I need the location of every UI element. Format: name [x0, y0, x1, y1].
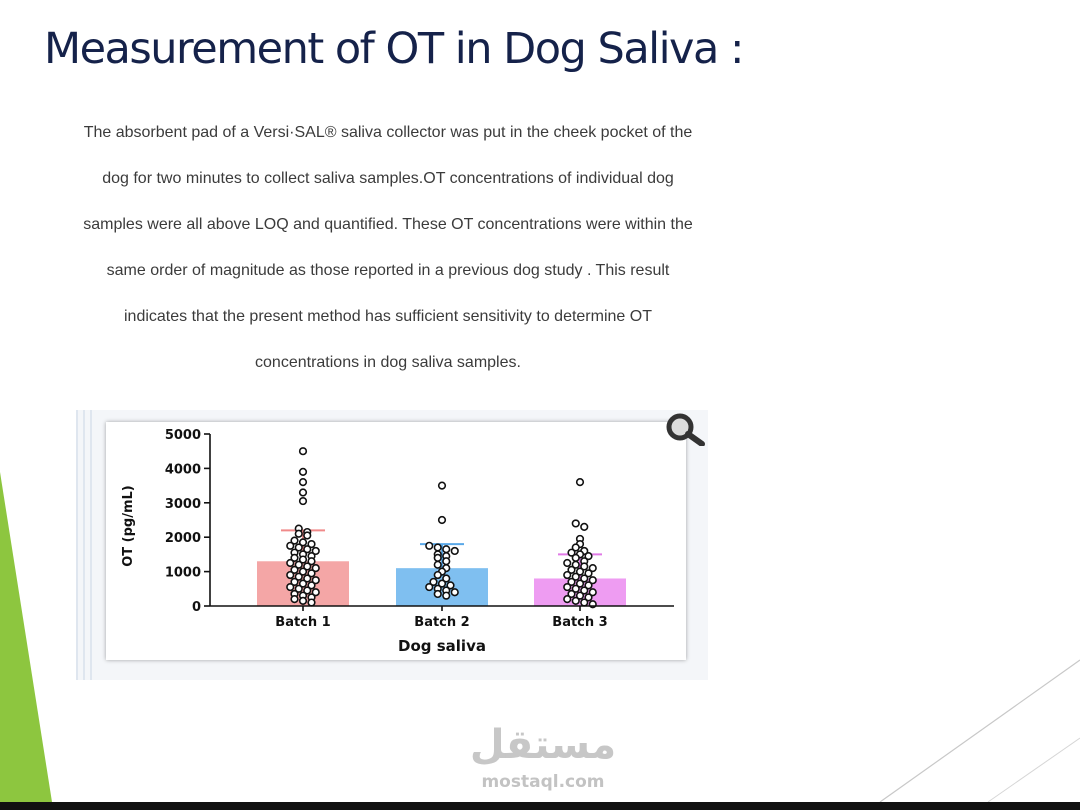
y-tick-label: 5000: [164, 428, 201, 443]
data-point: [564, 596, 571, 603]
data-point: [443, 558, 450, 565]
magnifier-icon[interactable]: [662, 412, 708, 446]
watermark-url: mostaql.com: [481, 772, 605, 792]
data-point: [443, 546, 450, 553]
paragraph-line: samples were all above LOQ and quantified. These OT concentrations were within the: [83, 216, 693, 233]
data-point: [295, 530, 302, 537]
data-point: [451, 589, 458, 596]
y-tick-label: 1000: [164, 565, 201, 581]
decor-diagonal-line-2: [988, 738, 1080, 802]
bottom-bar: [0, 802, 1080, 810]
data-point: [434, 561, 441, 568]
data-point: [434, 544, 441, 551]
data-point: [287, 543, 294, 550]
data-point: [291, 596, 298, 603]
data-point: [564, 572, 571, 579]
paragraph-line: same order of magnitude as those reported in a previous dog study . This result: [106, 262, 670, 279]
paragraph-line: dog for two minutes to collect saliva samples.OT concentrations of individual dog: [102, 170, 674, 187]
data-point: [300, 489, 307, 496]
data-point: [300, 469, 307, 476]
data-point: [581, 524, 588, 531]
data-point: [300, 479, 307, 486]
watermark-logo: مستقل: [469, 722, 617, 768]
figure-border: [90, 410, 92, 680]
figure-border: [76, 410, 78, 680]
x-axis-label: Dog saliva: [398, 637, 486, 655]
x-tick-label: Batch 3: [552, 615, 608, 630]
figure-border: [83, 410, 85, 680]
data-point: [287, 584, 294, 591]
y-tick-label: 3000: [164, 496, 201, 512]
data-point: [572, 555, 579, 562]
data-point: [451, 548, 458, 555]
paragraph-line: concentrations in dog saliva samples.: [255, 354, 521, 371]
data-point: [300, 498, 307, 505]
x-tick-label: Batch 1: [275, 615, 331, 630]
data-point: [443, 592, 450, 599]
x-tick-label: Batch 2: [414, 615, 470, 630]
data-point: [577, 479, 584, 486]
data-point: [308, 599, 315, 606]
data-point: [434, 572, 441, 579]
data-point: [572, 598, 579, 605]
slide-title: Measurement of OT in Dog Saliva :: [44, 24, 744, 74]
data-point: [287, 572, 294, 579]
paragraph-line: indicates that the present method has sufficient sensitivity to determine OT: [124, 308, 652, 325]
data-point: [426, 584, 433, 591]
y-tick-label: 2000: [164, 531, 201, 547]
y-tick-label: 4000: [164, 462, 201, 478]
data-point: [426, 543, 433, 550]
data-point: [439, 517, 446, 524]
data-point: [300, 448, 307, 455]
chart-panel: [106, 422, 686, 660]
data-point: [572, 520, 579, 527]
paragraph-line: The absorbent pad of a Versi·SAL® saliva collector was put in the cheek pocket of the: [83, 124, 693, 141]
data-point: [300, 598, 307, 605]
y-tick-label: 0: [191, 600, 201, 615]
decor-diagonal-line: [880, 660, 1080, 802]
green-accent-shape: [0, 472, 52, 802]
data-point: [304, 532, 311, 539]
bar-chart: [106, 422, 686, 660]
data-point: [287, 560, 294, 567]
y-axis-label: OT (pg/mL): [121, 485, 136, 567]
slide-paragraph: [40, 116, 736, 392]
data-point: [564, 560, 571, 567]
data-point: [581, 599, 588, 606]
data-point: [434, 591, 441, 598]
data-point: [434, 555, 441, 562]
data-point: [564, 584, 571, 591]
data-point: [439, 482, 446, 489]
chart-figure: [76, 410, 708, 680]
